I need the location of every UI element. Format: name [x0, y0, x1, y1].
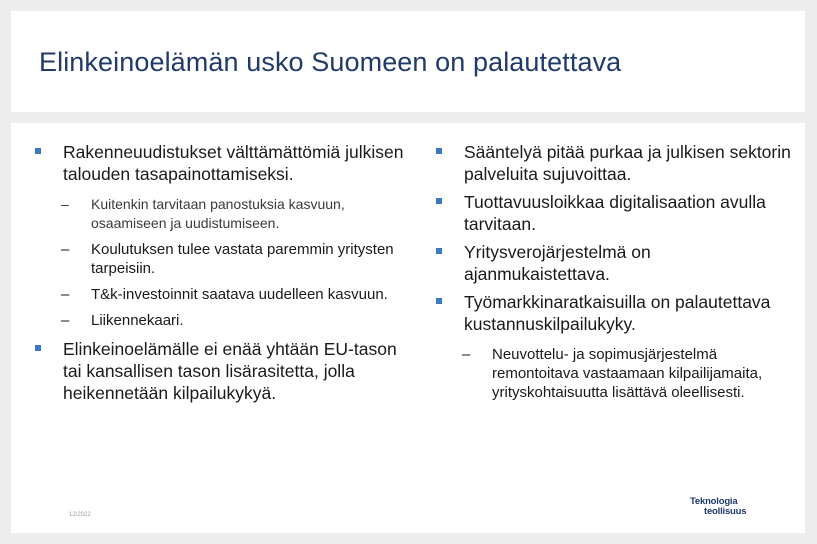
title-panel: [11, 11, 805, 112]
bullet-item: [35, 338, 405, 404]
dash-icon: –: [61, 196, 69, 212]
dash-icon: –: [462, 346, 471, 363]
sub-bullet-text: Kuitenkin tarvitaan panostuksia kasvuun, osaamiseen ja uudistumiseen.: [91, 196, 345, 231]
sub-bullet-text: Koulutuksen tulee vastata paremmin yritysten tarpeisiin.: [91, 241, 394, 277]
square-bullet-icon: [436, 198, 442, 204]
sub-bullet-text: Neuvottelu- ja sopimusjärjestelmä remontoitava vastaamaan kilpailijamaita, yrityskohtaisuutta lisättävä oleellisesti.: [492, 346, 763, 401]
content-panel: [11, 123, 805, 533]
sub-bullet-item: [35, 240, 405, 278]
bullet-text: Työmarkkinaratkaisuilla on palautettava kustannuskilpailukyky.: [464, 292, 771, 334]
square-bullet-icon: [436, 148, 442, 154]
bullet-item: [436, 241, 791, 285]
square-bullet-icon: [436, 248, 442, 254]
square-bullet-icon: [35, 148, 41, 154]
bullet-text: Sääntelyä pitää purkaa ja julkisen sektorin palveluita sujuvoittaa.: [464, 142, 791, 184]
sub-bullet-item: [436, 345, 791, 402]
right-column: [436, 141, 791, 410]
sub-bullet-item: [35, 285, 405, 304]
bullet-item: [436, 191, 791, 235]
square-bullet-icon: [35, 345, 41, 351]
dash-icon: –: [61, 286, 70, 303]
left-column: [35, 141, 405, 410]
bullet-item: [436, 291, 791, 335]
sub-bullet-item: [35, 311, 405, 330]
sub-bullet-text: T&k-investoinnit saatava uudelleen kasvuun.: [91, 286, 388, 303]
bullet-text: Elinkeinoelämälle ei enää yhtään EU-tason tai kansallisen tason lisärasitetta, jolla heikennetään kilpailukykyä.: [63, 339, 397, 403]
sub-bullet-text: Liikennekaari.: [91, 312, 184, 329]
footer-date: 12/2022: [69, 512, 91, 518]
bullet-item: [436, 141, 791, 185]
teknologiateollisuus-logo: [690, 497, 746, 517]
logo-line-2: teollisuus: [704, 506, 747, 517]
sub-bullet-item: [35, 195, 405, 233]
dash-icon: –: [61, 241, 70, 258]
logo-line-1: Teknologia: [690, 496, 738, 507]
bullet-item: [35, 141, 405, 185]
bullet-text: Rakenneuudistukset välttämättömiä julkisen talouden tasapainottamiseksi.: [63, 142, 404, 184]
bullet-text: Yritysverojärjestelmä on ajanmukaistettava.: [464, 242, 651, 284]
dash-icon: –: [61, 312, 70, 329]
bullet-text: Tuottavuusloikkaa digitalisaation avulla tarvitaan.: [464, 192, 766, 234]
square-bullet-icon: [436, 298, 442, 304]
slide-title: Elinkeinoelämän usko Suomeen on palautettava: [39, 47, 622, 77]
